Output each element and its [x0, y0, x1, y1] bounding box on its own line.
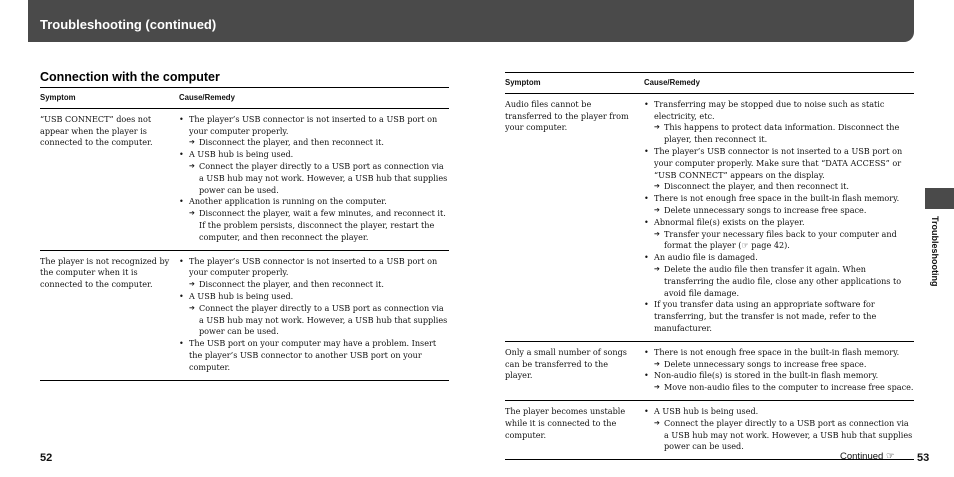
page-number-right: 53	[917, 452, 930, 464]
symptom-cell: “USB CONNECT” does not appear when the player is connected to the computer.	[40, 108, 179, 250]
cause-remedy-cell	[179, 250, 449, 380]
table-row	[40, 108, 449, 250]
table-row	[505, 93, 914, 341]
remedy-item: ➔ Transfer your necessary files back to your computer and format the player (☞ page 42).	[644, 229, 914, 253]
cause-column-header: Cause/Remedy	[179, 88, 449, 109]
cause-item: • A USB hub is being used.	[179, 149, 449, 161]
remedy-item: ➔ Delete unnecessary songs to increase free space.	[644, 205, 914, 217]
cause-list	[179, 256, 449, 374]
remedy-item: ➔ Move non-audio files to the computer to increase free space.	[644, 382, 914, 394]
table-row	[505, 341, 914, 400]
header-banner	[28, 0, 914, 42]
cause-item: • The player’s USB connector is not inserted to a USB port on your computer properly. Make sure that “DATA ACCESS” or “USB CONNECT” appears on the display.	[644, 146, 914, 181]
remedy-item: ➔ Delete the audio file then transfer it again. When transferring the audio file, close any other applications to avoid file damage.	[644, 264, 914, 299]
remedy-item: ➔ Disconnect the player, and then reconnect it.	[179, 137, 449, 149]
cause-item: • There is not enough free space in the built-in flash memory.	[644, 193, 914, 205]
section-tab-marker	[925, 188, 954, 209]
cause-item: • Transferring may be stopped due to noise such as static electricity, etc.	[644, 99, 914, 123]
cause-item: • Another application is running on the computer.	[179, 196, 449, 208]
cause-item: • A USB hub is being used.	[644, 406, 914, 418]
cause-item: • An audio file is damaged.	[644, 252, 914, 264]
troubleshooting-table-right	[505, 72, 914, 460]
cause-item: • The player’s USB connector is not inserted to a USB port on your computer properly.	[179, 256, 449, 280]
symptom-cell: Audio files cannot be transferred to the player from your computer.	[505, 93, 644, 341]
cause-remedy-cell	[644, 93, 914, 341]
symptom-cell: Only a small number of songs can be transferred to the player.	[505, 341, 644, 400]
cause-remedy-cell	[644, 341, 914, 400]
header-title: Troubleshooting (continued)	[40, 17, 217, 32]
page-number-left: 52	[40, 452, 53, 464]
remedy-item: ➔ Connect the player directly to a USB port as connection via a USB hub may not work. However, a USB hub that supplies power can be used.	[179, 303, 449, 338]
remedy-item: ➔ This happens to protect data information. Disconnect the player, then reconnect it.	[644, 122, 914, 146]
table-row	[40, 250, 449, 380]
side-label-text: Troubleshooting	[930, 216, 940, 287]
remedy-item: ➔ Disconnect the player, and then reconnect it.	[179, 279, 449, 291]
remedy-item: ➔ Delete unnecessary songs to increase free space.	[644, 359, 914, 371]
cause-column-header: Cause/Remedy	[644, 73, 914, 94]
troubleshooting-table-left	[40, 87, 449, 381]
symptom-cell: The player becomes unstable while it is connected to the computer.	[505, 400, 644, 459]
cause-remedy-cell	[179, 108, 449, 250]
cause-list	[644, 406, 914, 453]
cause-item: • Abnormal file(s) exists on the player.	[644, 217, 914, 229]
symptom-cell: The player is not recognized by the computer when it is connected to the computer.	[40, 250, 179, 380]
symptom-column-header: Symptom	[40, 88, 179, 109]
section-title: Connection with the computer	[40, 70, 220, 84]
cause-item: • If you transfer data using an appropriate software for transferring, but the transfer is not made, refer to the manufacturer.	[644, 299, 914, 334]
cause-item: • The player’s USB connector is not inserted to a USB port on your computer properly.	[179, 114, 449, 138]
side-section-label	[930, 216, 944, 306]
table-header-row	[40, 88, 449, 109]
cause-list	[179, 114, 449, 244]
remedy-item: ➔ Disconnect the player, and then reconnect it.	[644, 181, 914, 193]
cause-list	[644, 347, 914, 394]
remedy-item: ➔ Connect the player directly to a USB port as connection via a USB hub may not work. However, a USB hub that supplies power can be used.	[644, 418, 914, 453]
cause-list	[644, 99, 914, 335]
continued-label: Continued ☞	[840, 451, 895, 462]
cause-item: • A USB hub is being used.	[179, 291, 449, 303]
cause-item: • There is not enough free space in the built-in flash memory.	[644, 347, 914, 359]
table-header-row	[505, 73, 914, 94]
cause-item: • Non-audio file(s) is stored in the built-in flash memory.	[644, 370, 914, 382]
remedy-item: ➔ Disconnect the player, wait a few minutes, and reconnect it. If the problem persists, disconnect the player, restart the computer, and then reconnect the player.	[179, 208, 449, 243]
cause-item: • The USB port on your computer may have a problem. Insert the player’s USB connector to another USB port on your computer.	[179, 338, 449, 373]
remedy-item: ➔ Connect the player directly to a USB port as connection via a USB hub may not work. However, a USB hub that supplies power can be used.	[179, 161, 449, 196]
symptom-column-header: Symptom	[505, 73, 644, 94]
